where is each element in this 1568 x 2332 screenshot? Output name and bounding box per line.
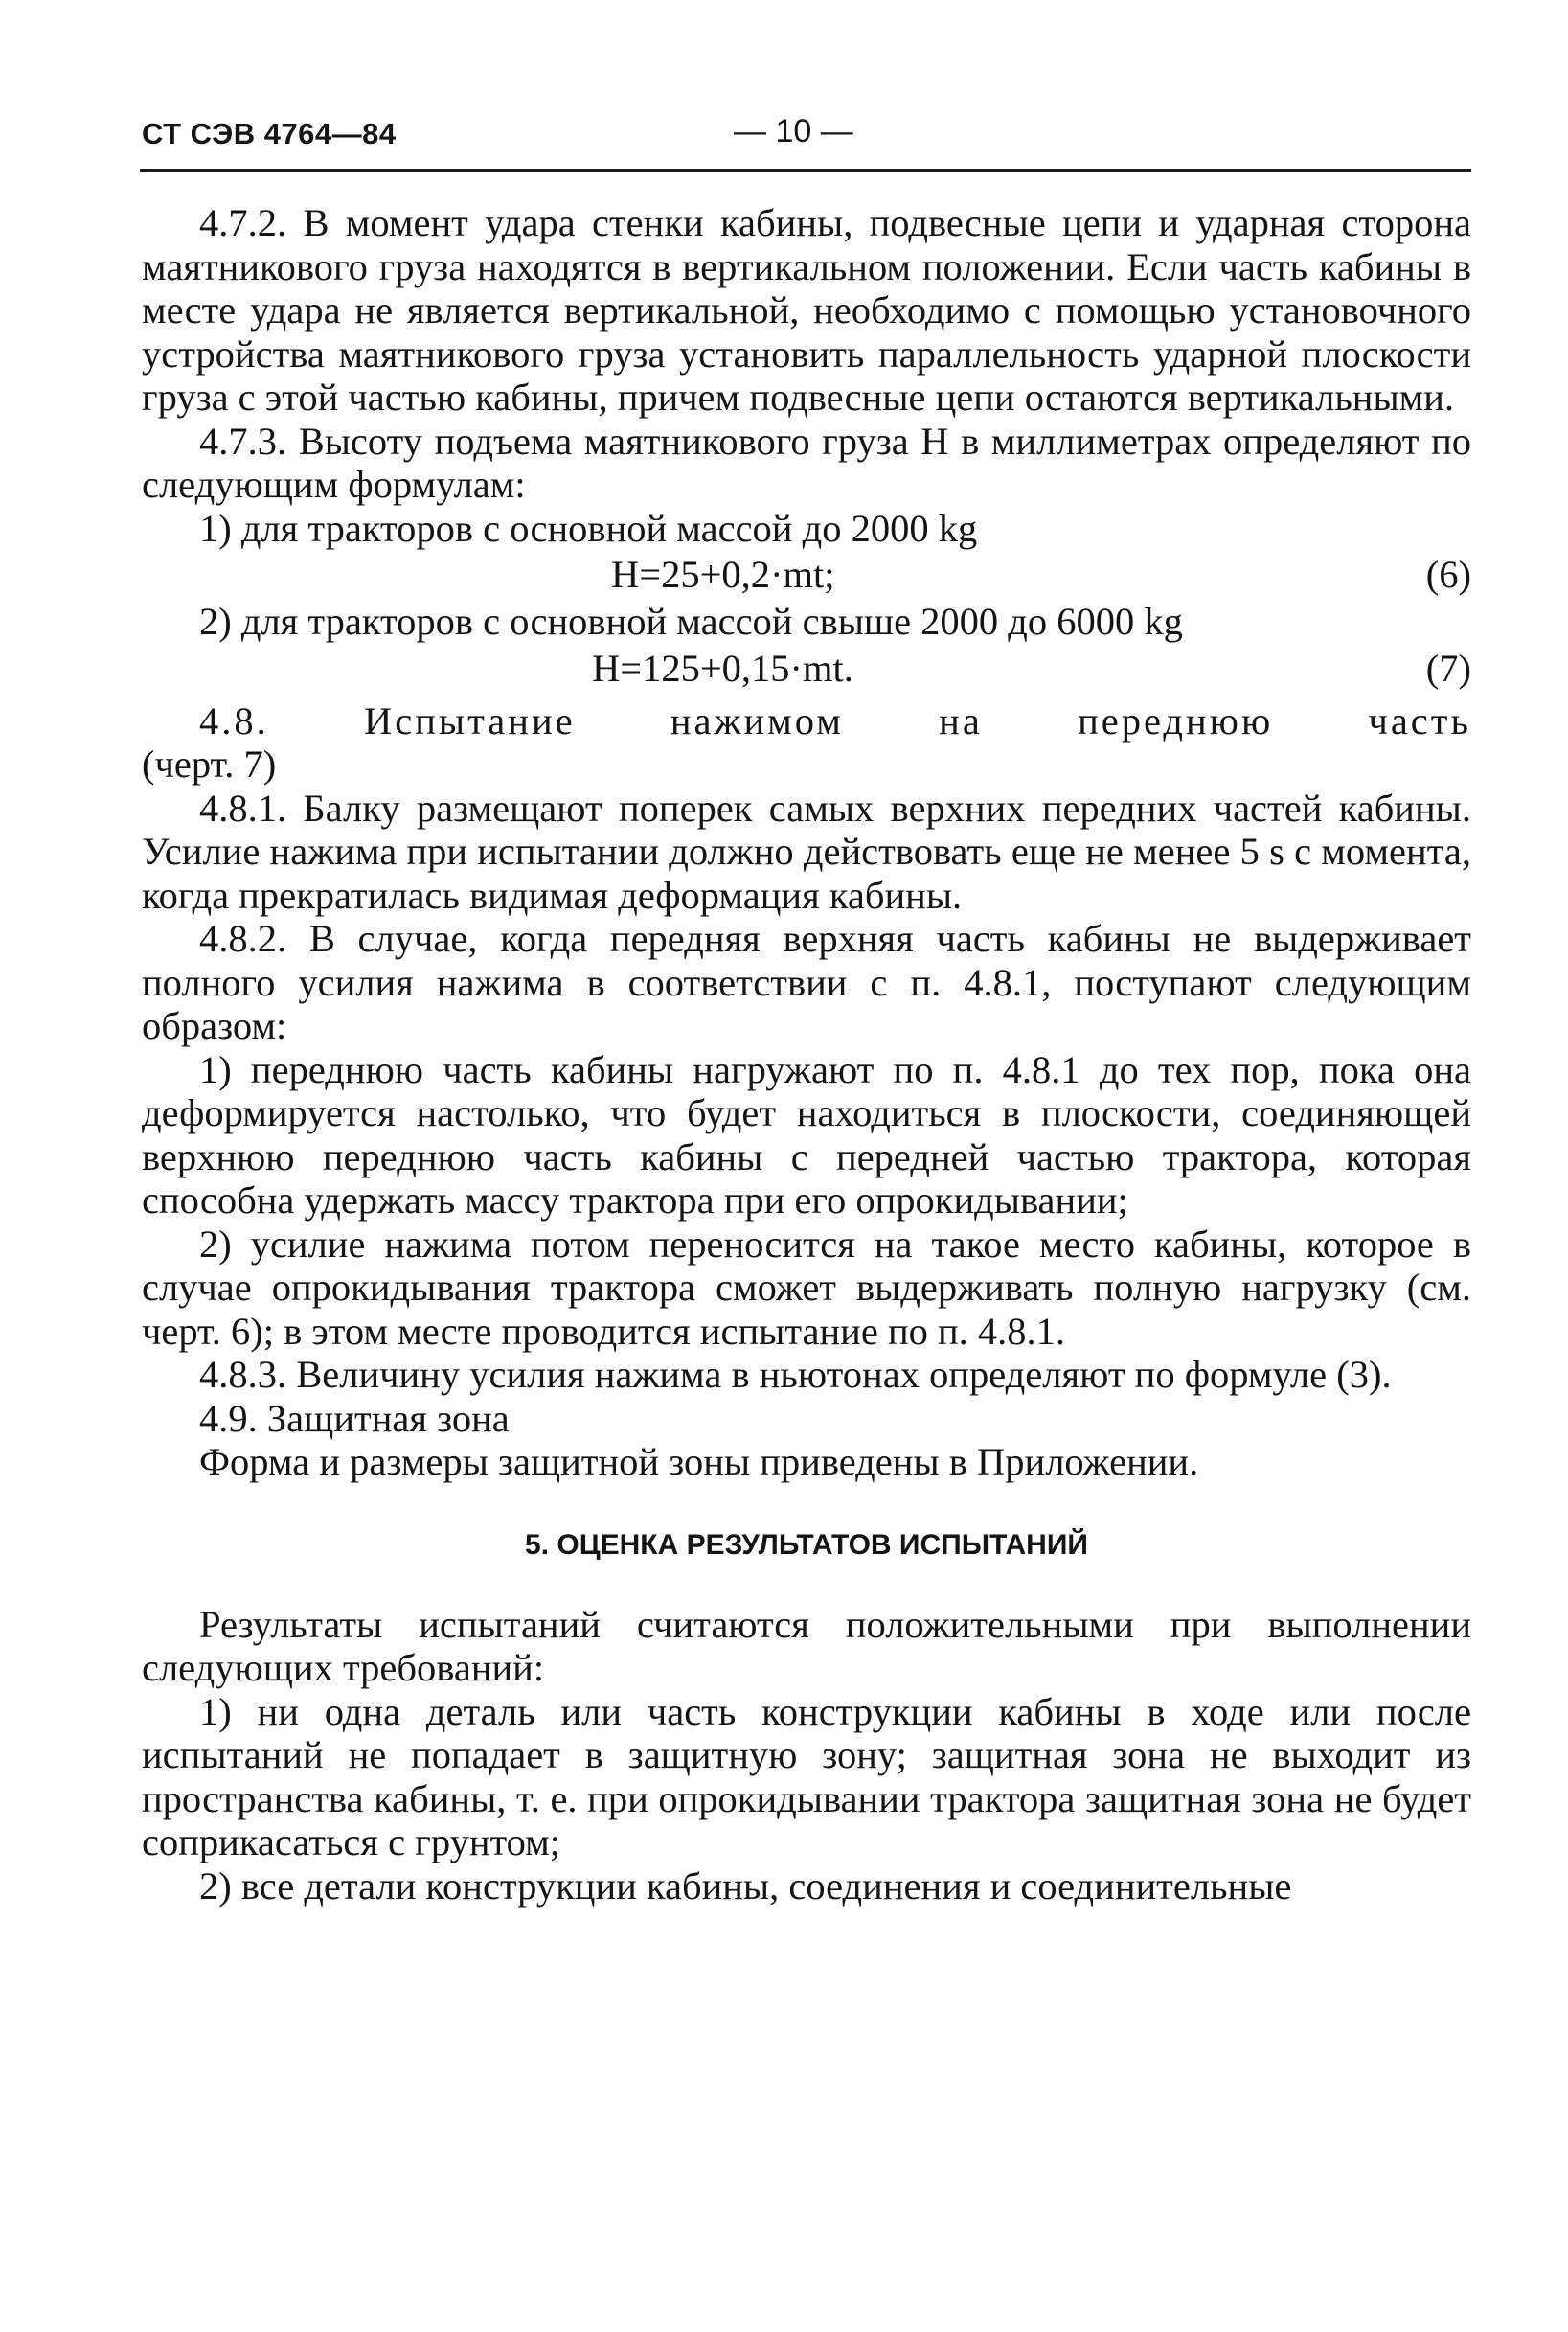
formula-6-number: (6) (1425, 553, 1471, 596)
formula-7-expression: H=125+0,15·mt. (592, 646, 853, 690)
heading-4-8-number: 4.8. (199, 698, 269, 743)
section-5-intro: Результаты испытаний считаются положительными при выполнении следующих требований: (142, 1602, 1471, 1689)
paragraph-4-7-2: 4.7.2. В момент удара стенки кабины, подвесные цепи и ударная сторона маятникового груза находятся в вертикальном положении. Если часть кабины в месте удара не является вертикальной, необходимо с помощью установочного устройства маятникового груза установить параллельность ударной плоскости груза с этой частью кабины, причем подвесные цепи остаются вертикальными. (142, 201, 1471, 419)
heading-4-8-word: на (939, 698, 983, 743)
body-text (142, 201, 1471, 1908)
formula-7 (142, 644, 1471, 694)
paragraph-4-7-3: 4.7.3. Высоту подъема маятникового груза H в миллиметрах определяют по следующим формулам: (142, 419, 1471, 506)
heading-4-8-word: часть (1368, 698, 1471, 743)
heading-4-8-word: переднюю (1078, 698, 1274, 743)
section-5-title: 5. ОЦЕНКА РЕЗУЛЬТАТОВ ИСПЫТАНИЙ (525, 1528, 1088, 1561)
paragraph-4-8-1: 4.8.1. Балку размещают поперек самых верхних передних частей кабины. Усилие нажима при испытании должно действовать еще не менее 5 s с момента, когда прекратилась видимая деформация кабины. (142, 786, 1471, 917)
formula-6 (142, 550, 1471, 600)
heading-4-8-reference: (черт. 7) (142, 743, 277, 786)
section-5-item-2: 2) все детали конструкции кабины, соединения и соединительные (199, 1863, 1292, 1908)
section-5-item-1: 1) ни одна деталь или часть конструкции кабины в ходе или после испытаний не попадает в защитную зону; защитная зона не выходит из пространства кабины, т. е. при опрокидывании трактора защитная зона не будет соприкасаться с грунтом; (142, 1689, 1471, 1863)
page-header (142, 113, 1471, 159)
paragraph-4-8-2-item-1: 1) переднюю часть кабины нагружают по п. 4.8.1 до тех пор, пока она деформируется настолько, что будет находиться в плоскости, соединяющей верхнюю переднюю часть кабины с передней частью трактора, которая способна удержать массу трактора при его опрокидывании; (142, 1047, 1471, 1222)
header-rule (140, 169, 1471, 172)
paragraph-4-8-2: 4.8.2. В случае, когда передняя верхняя часть кабины не выдерживает полного усилия нажима в соответствии с п. 4.8.1, поступают следующим образом: (142, 917, 1471, 1047)
page-number: — 10 — (734, 113, 853, 149)
heading-4-8-word: нажимом (670, 698, 844, 743)
paragraph-4-8-2-item-2: 2) усилие нажима потом переносится на такое место кабины, которое в случае опрокидывания трактора сможет выдерживать полную нагрузку (см. черт. 6); в этом месте проводится испытание по п. 4.8.1. (142, 1222, 1471, 1353)
paragraph-4-8-3: 4.8.3. Величину усилия нажима в ньютонах определяют по формуле (3). (199, 1353, 1392, 1396)
list-item-tractors-up-to-2000: 1) для тракторов с основной массой до 2000 kg (199, 506, 978, 550)
list-item-tractors-2000-6000: 2) для тракторов с основной массой свыше 2000 до 6000 kg (199, 600, 1183, 643)
document-code: СТ СЭВ 4764—84 (142, 117, 397, 150)
heading-4-8 (142, 699, 1471, 743)
paragraph-4-9-body: Форма и размеры защитной зоны приведены в Приложении. (199, 1440, 1199, 1483)
heading-4-8-word: Испытание (364, 698, 576, 743)
formula-7-number: (7) (1425, 646, 1471, 690)
formula-6-expression: H=25+0,2·mt; (611, 553, 835, 596)
document-page (142, 113, 1471, 1908)
heading-4-9: 4.9. Защитная зона (199, 1396, 510, 1440)
